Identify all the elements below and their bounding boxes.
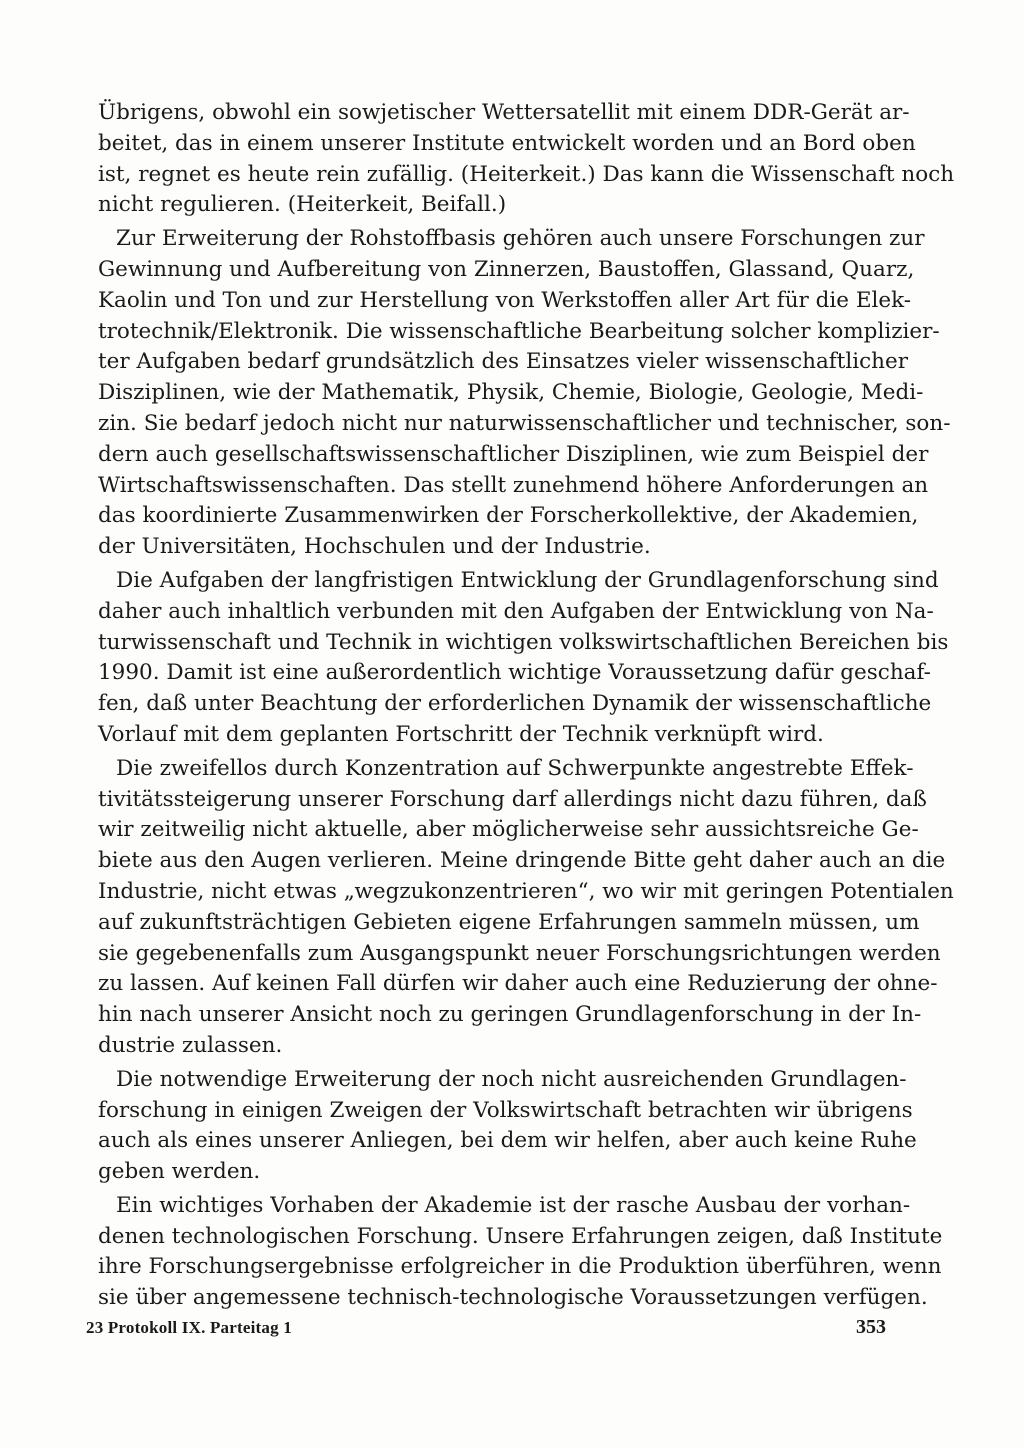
text-line: dustrie zulassen. [98, 1032, 283, 1058]
text-line: ter Aufgaben bedarf grundsätzlich des Einsatzes vieler wissenschaftlicher [98, 349, 909, 375]
page-footer [86, 1318, 886, 1348]
text-line: zin. Sie bedarf jedoch nicht nur naturwissenschaftlicher und technischer, son- [98, 410, 951, 436]
printer-signature: 23 Protokoll IX. Parteitag 1 [86, 1318, 292, 1337]
text-line: Vorlauf mit dem geplanten Fortschritt der Technik verknüpft wird. [98, 721, 824, 747]
text-line: daher auch inhaltlich verbunden mit den Aufgaben der Entwicklung von Na- [98, 598, 934, 624]
text-line: Wirtschaftswissenschaften. Das stellt zunehmend höhere Anforderungen an [98, 472, 929, 498]
text-line: dern auch gesellschaftswissenschaftlicher Disziplinen, wie zum Beispiel der [98, 441, 929, 467]
text-line: hin nach unserer Ansicht noch zu geringen Grundlagenforschung in der In- [98, 1002, 922, 1028]
paragraph [98, 1191, 943, 1314]
text-line: ihre Forschungsergebnisse erfolgreicher in die Produktion überführen, wenn [98, 1254, 942, 1280]
text-line: denen technologischen Forschung. Unsere Erfahrungen zeigen, daß Institute [98, 1223, 943, 1249]
text-line: Disziplinen, wie der Mathematik, Physik, Chemie, Biologie, Geologie, Medi- [98, 380, 924, 406]
paragraph [98, 1065, 917, 1188]
text-line: Ein wichtiges Vorhaben der Akademie ist der rasche Ausbau der vorhan- [116, 1192, 911, 1218]
text-line: ist, regnet es heute rein zufällig. (Heiterkeit.) Das kann die Wissenschaft noch [98, 161, 955, 187]
paragraph [98, 98, 955, 221]
text-line: sie gegebenenfalls zum Ausgangspunkt neuer Forschungsrichtungen werden [98, 940, 941, 966]
text-line: 1990. Damit ist eine außerordentlich wichtige Voraussetzung dafür geschaf- [98, 660, 931, 686]
text-line: Gewinnung und Aufbereitung von Zinnerzen, Baustoffen, Glassand, Quarz, [98, 256, 915, 282]
paragraph [98, 224, 951, 563]
text-line: wir zeitweilig nicht aktuelle, aber möglicherweise sehr aussichtsreiche Ge- [98, 817, 919, 843]
text-line: Die zweifellos durch Konzentration auf Schwerpunkte angestrebte Effek- [116, 755, 914, 781]
text-line: beitet, das in einem unserer Institute entwickelt worden und an Bord oben [98, 130, 916, 156]
text-line: Zur Erweiterung der Rohstoffbasis gehören auch unsere Forschungen zur [116, 226, 925, 252]
text-line: nicht regulieren. (Heiterkeit, Beifall.) [98, 192, 507, 218]
text-line: forschung in einigen Zweigen der Volkswirtschaft betrachten wir übrigens [98, 1097, 913, 1123]
text-line: fen, daß unter Beachtung der erforderlichen Dynamik der wissenschaftliche [98, 691, 932, 717]
page-number: 353 [856, 1316, 886, 1338]
text-line: trotechnik/Elektronik. Die wissenschaftliche Bearbeitung solcher komplizier- [98, 318, 940, 344]
text-line: Die Aufgaben der langfristigen Entwicklung der Grundlagenforschung sind [116, 567, 939, 593]
text-line: turwissenschaft und Technik in wichtigen volkswirtschaftlichen Bereichen bis [98, 629, 949, 655]
text-line: tivitätssteigerung unserer Forschung darf allerdings nicht dazu führen, daß [98, 786, 927, 812]
paragraph [98, 566, 949, 751]
text-line: zu lassen. Auf keinen Fall dürfen wir daher auch eine Reduzierung der ohne- [98, 971, 938, 997]
text-line: geben werden. [98, 1159, 261, 1185]
text-line: der Universitäten, Hochschulen und der Industrie. [98, 534, 651, 560]
text-line: Übrigens, obwohl ein sowjetischer Wettersatellit mit einem DDR-Gerät ar- [98, 100, 910, 125]
text-line: auch als eines unserer Anliegen, bei dem wir helfen, aber auch keine Ruhe [98, 1128, 917, 1154]
text-line: das koordinierte Zusammenwirken der Forscherkollektive, der Akademien, [98, 503, 919, 529]
body-text [98, 98, 955, 1314]
text-line: Die notwendige Erweiterung der noch nicht ausreichenden Grundlagen- [116, 1066, 907, 1092]
text-line: Kaolin und Ton und zur Herstellung von Werkstoffen aller Art für die Elek- [98, 287, 912, 313]
text-line: sie über angemessene technisch-technologische Voraussetzungen verfügen. [98, 1285, 928, 1311]
text-line: biete aus den Augen verlieren. Meine dringende Bitte geht daher auch an die [98, 848, 946, 874]
text-line: auf zukunftsträchtigen Gebieten eigene Erfahrungen sammeln müssen, um [98, 909, 920, 935]
paragraph [98, 754, 954, 1062]
text-line: Industrie, nicht etwas „wegzukonzentrieren“, wo wir mit geringen Potentialen [98, 878, 954, 904]
